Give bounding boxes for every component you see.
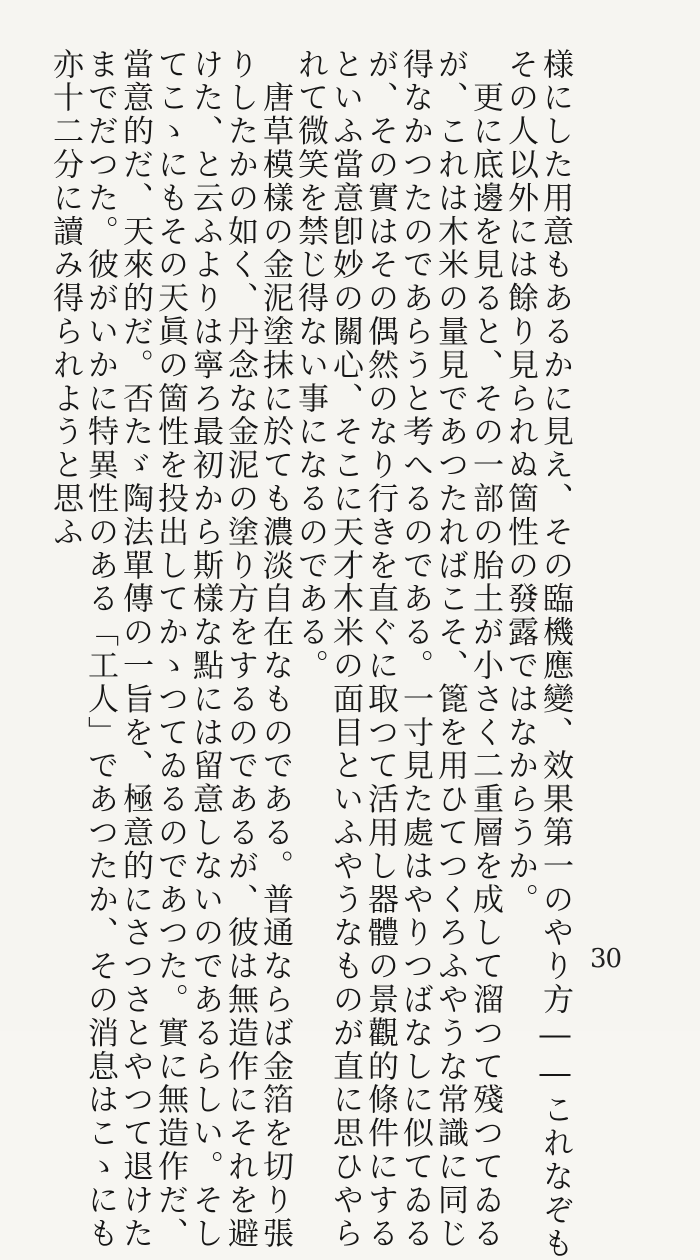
text-line: 亦十二分に讀み得られようと思ふ [47, 48, 83, 549]
text-line: りしたかの如く、丹念な金泥の塗り方をするのであるが、彼は無造作にそれを避 [222, 48, 258, 1251]
text-line: その人以外には餘り見られぬ箇性の發露ではなからうか。 [502, 48, 538, 917]
text-line: といふ當意卽妙の關心、そこに天才木米の面目といふやうなものが直に思ひやら [327, 48, 363, 1251]
vertical-text-block [47, 48, 573, 1260]
text-line: が、これは木米の量見であつたればこそ、篦を用ひてつくろふやうな常識に同じ [432, 48, 468, 1251]
text-line: 様にした用意もあるかに見え、その臨機應變、效果第一のやり方――これなぞも [537, 48, 573, 1260]
text-line: けた、と云ふよりは寧ろ最初から斯樣な點には留意しないのであるらしい。そし [187, 48, 223, 1251]
text-line: 當意的だ、天來的だ。否たゞ陶法單傳の一旨を、極意的にさつさとやつて退けた [117, 48, 153, 1251]
text-line: 得なかつたのであらうと考へるのである。一寸見た處はやりつばなしに似てゐる [397, 48, 433, 1251]
text-line: 更に底邊を見ると、その一部の胎土が小さく二重層を成して溜つて殘つてゐる [467, 48, 503, 1251]
page-number: 30 [590, 944, 622, 974]
text-line: までだつた。彼がいかに特異性のある「工人」であつたか、その消息はこゝにも [82, 48, 118, 1251]
text-line: 唐草模樣の金泥塗抹に於ても濃淡自在なものである。普通ならば金箔を切り張 [257, 48, 293, 1251]
text-line: が、その實はその偶然のなり行きを直ぐに取つて活用し器體の景觀的條件にする [362, 48, 398, 1251]
text-line: れて微笑を禁じ得ない事になるのである。 [292, 48, 328, 683]
text-line: てこゝにもその天眞の箇性を投出してかゝつてゐるのであつた。實に無造作だ、 [152, 48, 188, 1251]
